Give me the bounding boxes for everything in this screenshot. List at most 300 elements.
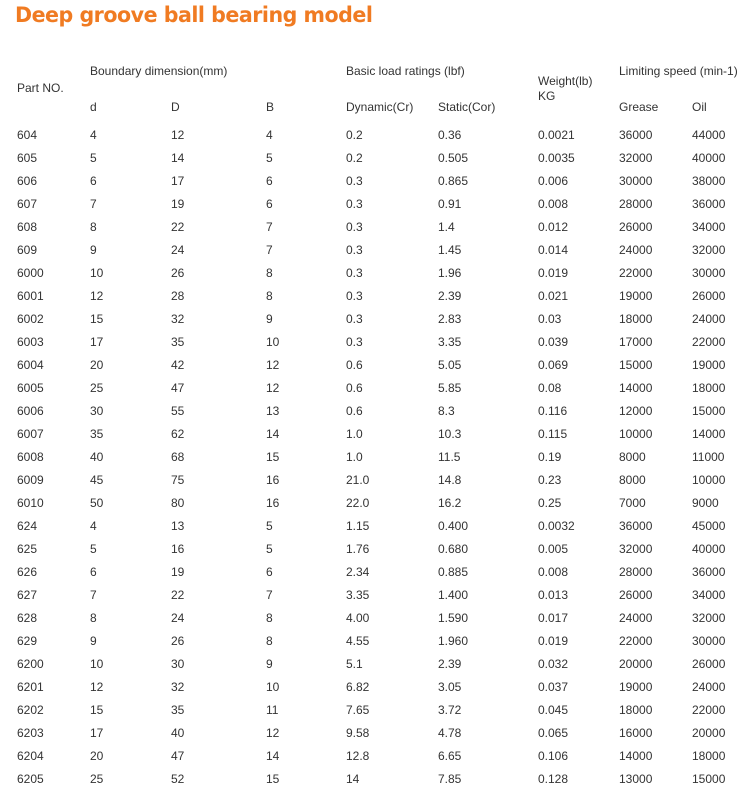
cell-oil-speed: 30000 [692,266,726,280]
cell-b-width: 6 [266,565,273,579]
cell-weight: 0.008 [538,197,569,211]
cell-d-outer: 24 [171,611,185,625]
cell-part-no: 625 [17,542,38,556]
cell-weight: 0.03 [538,312,562,326]
table-row [0,538,753,561]
cell-weight: 0.0021 [538,128,575,142]
cell-grease-speed: 36000 [619,128,653,142]
cell-grease-speed: 18000 [619,312,653,326]
cell-part-no: 6008 [17,450,44,464]
table-row [0,216,753,239]
table-row [0,653,753,676]
cell-d-inner: 45 [90,473,104,487]
cell-d-outer: 62 [171,427,185,441]
table-row [0,285,753,308]
cell-dynamic: 0.3 [346,335,363,349]
cell-part-no: 626 [17,565,38,579]
cell-grease-speed: 26000 [619,588,653,602]
cell-static: 1.400 [438,588,469,602]
table-row [0,768,753,791]
cell-b-width: 16 [266,473,280,487]
cell-b-width: 8 [266,634,273,648]
table-row [0,423,753,446]
cell-weight: 0.23 [538,473,562,487]
table-row [0,308,753,331]
cell-d-outer: 32 [171,312,185,326]
cell-weight: 0.008 [538,565,569,579]
cell-oil-speed: 19000 [692,358,726,372]
cell-dynamic: 0.3 [346,197,363,211]
cell-b-width: 6 [266,197,273,211]
cell-static: 1.45 [438,243,462,257]
cell-weight: 0.021 [538,289,569,303]
cell-b-width: 5 [266,151,273,165]
cell-part-no: 6006 [17,404,44,418]
cell-static: 10.3 [438,427,462,441]
cell-weight: 0.039 [538,335,569,349]
cell-weight: 0.115 [538,427,568,441]
cell-dynamic: 5.1 [346,657,363,671]
header-dynamic: Dynamic(Cr) [346,100,414,114]
cell-part-no: 6003 [17,335,44,349]
cell-grease-speed: 10000 [619,427,653,441]
cell-part-no: 6203 [17,726,44,740]
cell-d-inner: 9 [90,243,97,257]
cell-grease-speed: 8000 [619,473,646,487]
cell-static: 0.680 [438,542,469,556]
cell-weight: 0.19 [538,450,562,464]
table-row [0,170,753,193]
cell-dynamic: 4.55 [346,634,370,648]
cell-weight: 0.032 [538,657,569,671]
cell-static: 8.3 [438,404,455,418]
cell-dynamic: 1.76 [346,542,370,556]
cell-d-outer: 14 [171,151,185,165]
cell-part-no: 6201 [17,680,44,694]
cell-d-outer: 13 [171,519,185,533]
cell-dynamic: 7.65 [346,703,370,717]
cell-d-outer: 16 [171,542,185,556]
table-row [0,699,753,722]
cell-d-inner: 15 [90,703,104,717]
cell-part-no: 628 [17,611,38,625]
cell-d-outer: 19 [171,565,185,579]
cell-grease-speed: 18000 [619,703,653,717]
cell-d-outer: 28 [171,289,185,303]
cell-d-outer: 35 [171,335,185,349]
cell-oil-speed: 40000 [692,151,726,165]
cell-d-inner: 50 [90,496,104,510]
cell-part-no: 6200 [17,657,44,671]
cell-grease-speed: 12000 [619,404,653,418]
cell-static: 6.65 [438,749,462,763]
cell-static: 0.865 [438,174,469,188]
cell-d-inner: 9 [90,634,97,648]
cell-grease-speed: 22000 [619,634,653,648]
cell-d-outer: 22 [171,220,185,234]
cell-grease-speed: 24000 [619,243,653,257]
cell-d-outer: 30 [171,657,185,671]
cell-part-no: 6202 [17,703,44,717]
cell-b-width: 10 [266,680,280,694]
cell-dynamic: 21.0 [346,473,370,487]
cell-d-outer: 47 [171,381,185,395]
table-row [0,676,753,699]
cell-grease-speed: 20000 [619,657,653,671]
table-row [0,239,753,262]
cell-b-width: 8 [266,611,273,625]
header-weight: Weight(lb) [538,74,593,88]
cell-b-width: 7 [266,220,273,234]
cell-grease-speed: 14000 [619,749,653,763]
cell-part-no: 6001 [17,289,44,303]
cell-weight: 0.069 [538,358,569,372]
cell-static: 7.85 [438,772,462,786]
table-row [0,124,753,147]
header-boundary-dimension: Boundary dimension(mm) [90,64,228,78]
cell-d-inner: 5 [90,151,97,165]
table-row [0,607,753,630]
cell-part-no: 629 [17,634,38,648]
header-part-no: Part NO. [17,81,64,95]
cell-oil-speed: 18000 [692,381,726,395]
cell-d-inner: 15 [90,312,104,326]
cell-dynamic: 0.3 [346,312,363,326]
cell-oil-speed: 10000 [692,473,726,487]
cell-dynamic: 1.15 [346,519,370,533]
cell-grease-speed: 7000 [619,496,646,510]
cell-d-outer: 80 [171,496,185,510]
cell-dynamic: 6.82 [346,680,370,694]
cell-weight: 0.065 [538,726,569,740]
cell-static: 0.400 [438,519,469,533]
cell-weight: 0.013 [538,588,569,602]
cell-static: 2.39 [438,657,462,671]
cell-d-outer: 47 [171,749,185,763]
cell-oil-speed: 40000 [692,542,726,556]
cell-oil-speed: 44000 [692,128,726,142]
cell-part-no: 6204 [17,749,44,763]
table-body [0,124,753,791]
cell-d-outer: 52 [171,772,185,786]
cell-part-no: 6009 [17,473,44,487]
cell-part-no: 6004 [17,358,44,372]
cell-grease-speed: 8000 [619,450,646,464]
cell-oil-speed: 36000 [692,565,726,579]
cell-grease-speed: 22000 [619,266,653,280]
cell-oil-speed: 22000 [692,703,726,717]
cell-b-width: 10 [266,335,280,349]
table-row [0,147,753,170]
cell-dynamic: 0.3 [346,266,363,280]
cell-oil-speed: 15000 [692,772,726,786]
cell-oil-speed: 24000 [692,312,726,326]
cell-part-no: 608 [17,220,38,234]
cell-oil-speed: 32000 [692,611,726,625]
cell-grease-speed: 19000 [619,680,653,694]
page-title: Deep groove ball bearing model [15,3,373,27]
cell-d-outer: 68 [171,450,185,464]
cell-dynamic: 0.3 [346,243,363,257]
cell-d-inner: 20 [90,749,104,763]
cell-b-width: 5 [266,519,273,533]
cell-oil-speed: 32000 [692,243,726,257]
cell-static: 1.4 [438,220,455,234]
cell-d-inner: 17 [90,726,104,740]
cell-grease-speed: 36000 [619,519,653,533]
table-row [0,745,753,768]
cell-static: 2.39 [438,289,462,303]
cell-d-inner: 6 [90,565,97,579]
cell-static: 0.885 [438,565,469,579]
cell-weight: 0.037 [538,680,569,694]
cell-static: 1.96 [438,266,462,280]
cell-part-no: 6002 [17,312,44,326]
cell-d-outer: 12 [171,128,185,142]
cell-static: 16.2 [438,496,462,510]
cell-oil-speed: 14000 [692,427,726,441]
cell-oil-speed: 26000 [692,657,726,671]
cell-part-no: 6005 [17,381,44,395]
cell-b-width: 12 [266,358,280,372]
cell-grease-speed: 32000 [619,542,653,556]
cell-weight: 0.116 [538,404,568,418]
cell-weight: 0.106 [538,749,569,763]
cell-static: 2.83 [438,312,462,326]
cell-d-outer: 55 [171,404,185,418]
cell-dynamic: 0.6 [346,358,363,372]
cell-d-inner: 8 [90,611,97,625]
cell-dynamic: 3.35 [346,588,370,602]
cell-d-inner: 7 [90,588,97,602]
cell-d-inner: 7 [90,197,97,211]
cell-weight: 0.25 [538,496,562,510]
cell-dynamic: 0.2 [346,151,363,165]
cell-weight: 0.128 [538,772,569,786]
header-d-outer: D [171,100,180,114]
cell-oil-speed: 9000 [692,496,719,510]
cell-b-width: 16 [266,496,280,510]
cell-oil-speed: 24000 [692,680,726,694]
cell-dynamic: 12.8 [346,749,370,763]
cell-static: 14.8 [438,473,462,487]
cell-oil-speed: 38000 [692,174,726,188]
cell-b-width: 4 [266,128,273,142]
table-row [0,561,753,584]
cell-static: 0.91 [438,197,462,211]
cell-d-outer: 32 [171,680,185,694]
header-grease: Grease [619,100,659,114]
cell-dynamic: 9.58 [346,726,370,740]
cell-oil-speed: 45000 [692,519,726,533]
cell-oil-speed: 34000 [692,220,726,234]
cell-d-inner: 25 [90,381,104,395]
cell-grease-speed: 28000 [619,197,653,211]
cell-grease-speed: 14000 [619,381,653,395]
cell-oil-speed: 15000 [692,404,726,418]
table-row [0,262,753,285]
cell-dynamic: 4.00 [346,611,370,625]
cell-d-inner: 40 [90,450,104,464]
cell-b-width: 15 [266,772,280,786]
cell-grease-speed: 26000 [619,220,653,234]
cell-static: 0.36 [438,128,462,142]
cell-d-inner: 17 [90,335,104,349]
cell-static: 1.590 [438,611,469,625]
cell-part-no: 6000 [17,266,44,280]
cell-b-width: 7 [266,588,273,602]
cell-static: 3.05 [438,680,462,694]
cell-static: 11.5 [438,450,461,464]
cell-b-width: 8 [266,289,273,303]
cell-d-outer: 24 [171,243,185,257]
cell-part-no: 606 [17,174,38,188]
cell-grease-speed: 30000 [619,174,653,188]
cell-b-width: 12 [266,381,280,395]
cell-grease-speed: 13000 [619,772,653,786]
cell-weight: 0.019 [538,634,569,648]
cell-b-width: 8 [266,266,273,280]
cell-dynamic: 22.0 [346,496,370,510]
cell-b-width: 9 [266,312,273,326]
cell-b-width: 15 [266,450,280,464]
cell-d-outer: 19 [171,197,185,211]
cell-d-outer: 40 [171,726,185,740]
cell-b-width: 11 [266,703,279,717]
cell-weight: 0.045 [538,703,569,717]
header-oil: Oil [692,100,707,114]
header-d-inner: d [90,100,97,114]
cell-d-outer: 26 [171,634,185,648]
header-weight-unit: KG [538,89,556,103]
cell-weight: 0.019 [538,266,569,280]
cell-weight: 0.014 [538,243,569,257]
cell-b-width: 7 [266,243,273,257]
table-row [0,193,753,216]
cell-oil-speed: 26000 [692,289,726,303]
cell-grease-speed: 17000 [619,335,653,349]
cell-part-no: 6010 [17,496,44,510]
cell-oil-speed: 20000 [692,726,726,740]
cell-d-outer: 35 [171,703,185,717]
cell-grease-speed: 15000 [619,358,653,372]
cell-grease-speed: 32000 [619,151,653,165]
cell-part-no: 607 [17,197,38,211]
cell-b-width: 13 [266,404,280,418]
cell-dynamic: 0.3 [346,289,363,303]
cell-dynamic: 14 [346,772,360,786]
table-row [0,630,753,653]
cell-b-width: 14 [266,749,280,763]
cell-b-width: 12 [266,726,280,740]
cell-oil-speed: 30000 [692,634,726,648]
table-row [0,515,753,538]
cell-oil-speed: 11000 [692,450,725,464]
cell-d-inner: 10 [90,657,104,671]
cell-d-outer: 17 [171,174,185,188]
cell-oil-speed: 36000 [692,197,726,211]
cell-d-inner: 20 [90,358,104,372]
table-row [0,377,753,400]
table-row [0,446,753,469]
header-limiting-speed: Limiting speed (min-1) [619,64,738,78]
header-b-width: B [266,100,275,114]
cell-b-width: 5 [266,542,273,556]
cell-weight: 0.005 [538,542,569,556]
cell-grease-speed: 28000 [619,565,653,579]
cell-oil-speed: 22000 [692,335,726,349]
cell-b-width: 9 [266,657,273,671]
cell-dynamic: 0.3 [346,174,363,188]
cell-d-inner: 4 [90,128,97,142]
cell-static: 0.505 [438,151,469,165]
cell-b-width: 6 [266,174,273,188]
cell-d-inner: 4 [90,519,97,533]
cell-d-inner: 35 [90,427,104,441]
cell-static: 3.72 [438,703,462,717]
cell-d-inner: 10 [90,266,104,280]
cell-d-inner: 5 [90,542,97,556]
cell-oil-speed: 34000 [692,588,726,602]
header-static: Static(Cor) [438,100,496,114]
cell-weight: 0.0032 [538,519,575,533]
cell-weight: 0.012 [538,220,569,234]
cell-static: 5.85 [438,381,462,395]
cell-static: 4.78 [438,726,462,740]
cell-part-no: 604 [17,128,38,142]
cell-d-inner: 6 [90,174,97,188]
cell-d-outer: 75 [171,473,185,487]
table-row [0,400,753,423]
cell-part-no: 609 [17,243,38,257]
cell-dynamic: 1.0 [346,427,363,441]
cell-d-inner: 25 [90,772,104,786]
cell-grease-speed: 16000 [619,726,653,740]
cell-d-outer: 42 [171,358,185,372]
table-row [0,354,753,377]
cell-weight: 0.08 [538,381,562,395]
table-row [0,331,753,354]
header-basic-load-ratings: Basic load ratings (lbf) [346,64,465,78]
cell-b-width: 14 [266,427,280,441]
cell-grease-speed: 19000 [619,289,653,303]
cell-part-no: 627 [17,588,38,602]
cell-dynamic: 0.3 [346,220,363,234]
cell-oil-speed: 18000 [692,749,726,763]
cell-d-outer: 26 [171,266,185,280]
table-row [0,584,753,607]
cell-d-inner: 30 [90,404,104,418]
table-row [0,469,753,492]
cell-part-no: 6205 [17,772,44,786]
cell-dynamic: 0.6 [346,381,363,395]
cell-dynamic: 2.34 [346,565,370,579]
cell-d-outer: 22 [171,588,185,602]
cell-grease-speed: 24000 [619,611,653,625]
cell-d-inner: 12 [90,289,104,303]
cell-weight: 0.017 [538,611,569,625]
cell-static: 5.05 [438,358,462,372]
cell-dynamic: 0.6 [346,404,363,418]
cell-dynamic: 0.2 [346,128,363,142]
cell-part-no: 6007 [17,427,44,441]
table-row [0,492,753,515]
cell-part-no: 624 [17,519,38,533]
cell-dynamic: 1.0 [346,450,363,464]
table-row [0,722,753,745]
cell-weight: 0.0035 [538,151,575,165]
cell-part-no: 605 [17,151,38,165]
